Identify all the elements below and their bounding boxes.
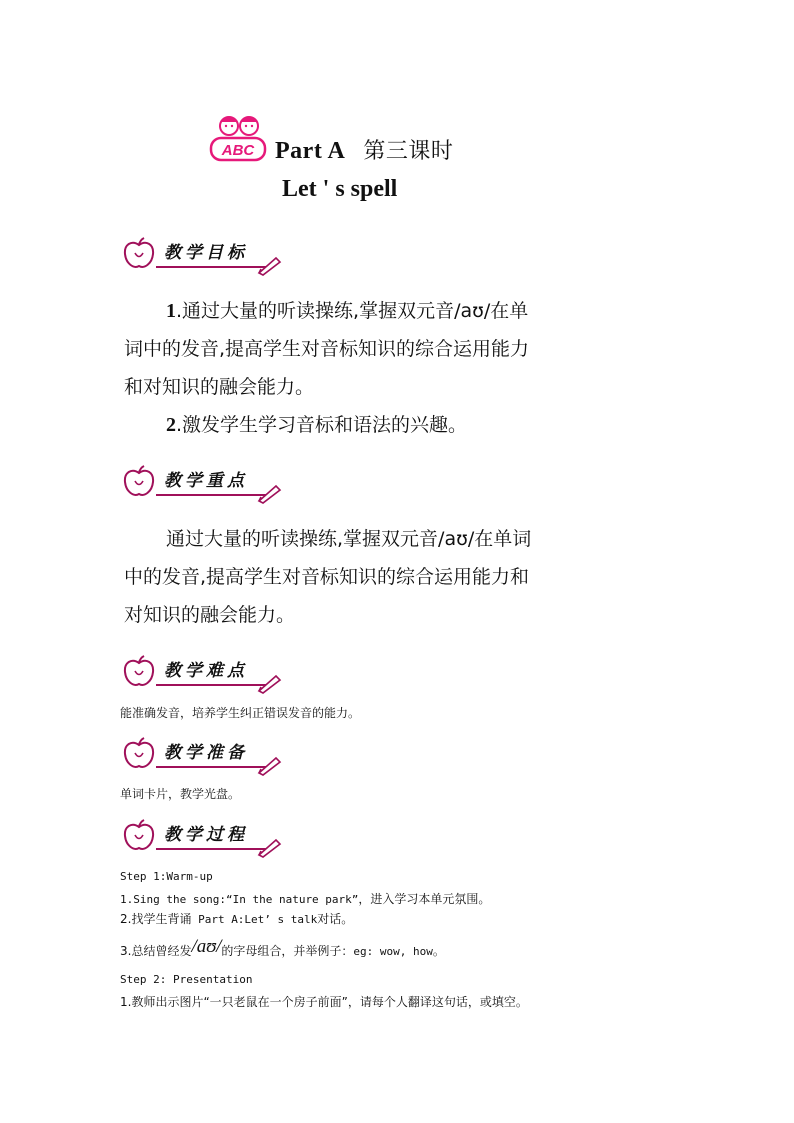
title-part: Part A [275, 138, 346, 164]
pen-icon [256, 672, 282, 694]
section-heading: 教学过程 [164, 825, 248, 845]
phonetic-symbol: /aʊ/ [191, 936, 222, 957]
difficulties-text: 能准确发音，培养学生纠正错误发音的能力。 [120, 706, 361, 720]
goal-text: 和对知识的融会能力。 [124, 376, 315, 398]
apple-icon [122, 236, 156, 270]
section-divider [156, 266, 266, 268]
apple-icon [122, 736, 156, 770]
goal-number: 1 [166, 300, 176, 322]
section-heading: 教学准备 [164, 743, 248, 763]
key-point-text: 通过大量的听读操练,掌握双元音/aʊ/在单词 [166, 528, 532, 550]
abc-kids-logo-icon [205, 112, 273, 164]
key-point-text: 中的发音,提高学生对音标知识的综合运用能力和 [124, 566, 530, 588]
goals-content [124, 292, 614, 444]
goal-text: 词中的发音,提高学生对音标知识的综合运用能力 [124, 338, 530, 360]
section-header-goals [120, 232, 290, 282]
process-line-3: 3.总结曾经发/aʊ/的字母组合，并举例子：eg: wow, how。 [120, 936, 445, 958]
logo-text: ABC [221, 142, 255, 159]
goal-text: .激发学生学习音标和语法的兴趣。 [176, 414, 468, 436]
section-header-process [120, 814, 290, 864]
title-lesson: 第三课时 [363, 139, 454, 164]
apple-icon [122, 654, 156, 688]
pen-icon [256, 836, 282, 858]
page-title [275, 134, 453, 165]
section-divider [156, 848, 266, 850]
pen-icon [256, 254, 282, 276]
section-divider [156, 494, 266, 496]
section-heading: 教学重点 [164, 471, 248, 491]
goal-number: 2 [166, 414, 176, 436]
section-heading: 教学难点 [164, 661, 248, 681]
section-header-difficulties [120, 650, 290, 700]
page-subtitle: Let ' s spell [282, 176, 398, 202]
section-heading: 教学目标 [164, 243, 248, 263]
section-header-key-points [120, 460, 290, 510]
key-points-content [124, 520, 614, 634]
process-line-4: 1.教师出示图片“一只老鼠在一个房子前面”，请每个人翻译这句话，或填空。 [120, 995, 528, 1009]
process-line-2: 2.找学生背诵 Part A:Let’ s talk对话。 [120, 912, 354, 926]
section-divider [156, 684, 266, 686]
process-step-2: Step 2: Presentation [120, 973, 253, 986]
section-header-preparation [120, 732, 290, 782]
key-point-text: 对知识的融会能力。 [124, 604, 296, 626]
apple-icon [122, 464, 156, 498]
pen-icon [256, 754, 282, 776]
goal-text: .通过大量的听读操练,掌握双元音/aʊ/在单 [176, 300, 529, 322]
pen-icon [256, 482, 282, 504]
process-step-1: Step 1:Warm-up [120, 870, 213, 883]
preparation-text: 单词卡片，教学光盘。 [120, 787, 241, 801]
apple-icon [122, 818, 156, 852]
section-divider [156, 766, 266, 768]
process-line-1: 1.Sing the song:“In the nature park”，进入学习本单元氛围。 [120, 892, 491, 906]
